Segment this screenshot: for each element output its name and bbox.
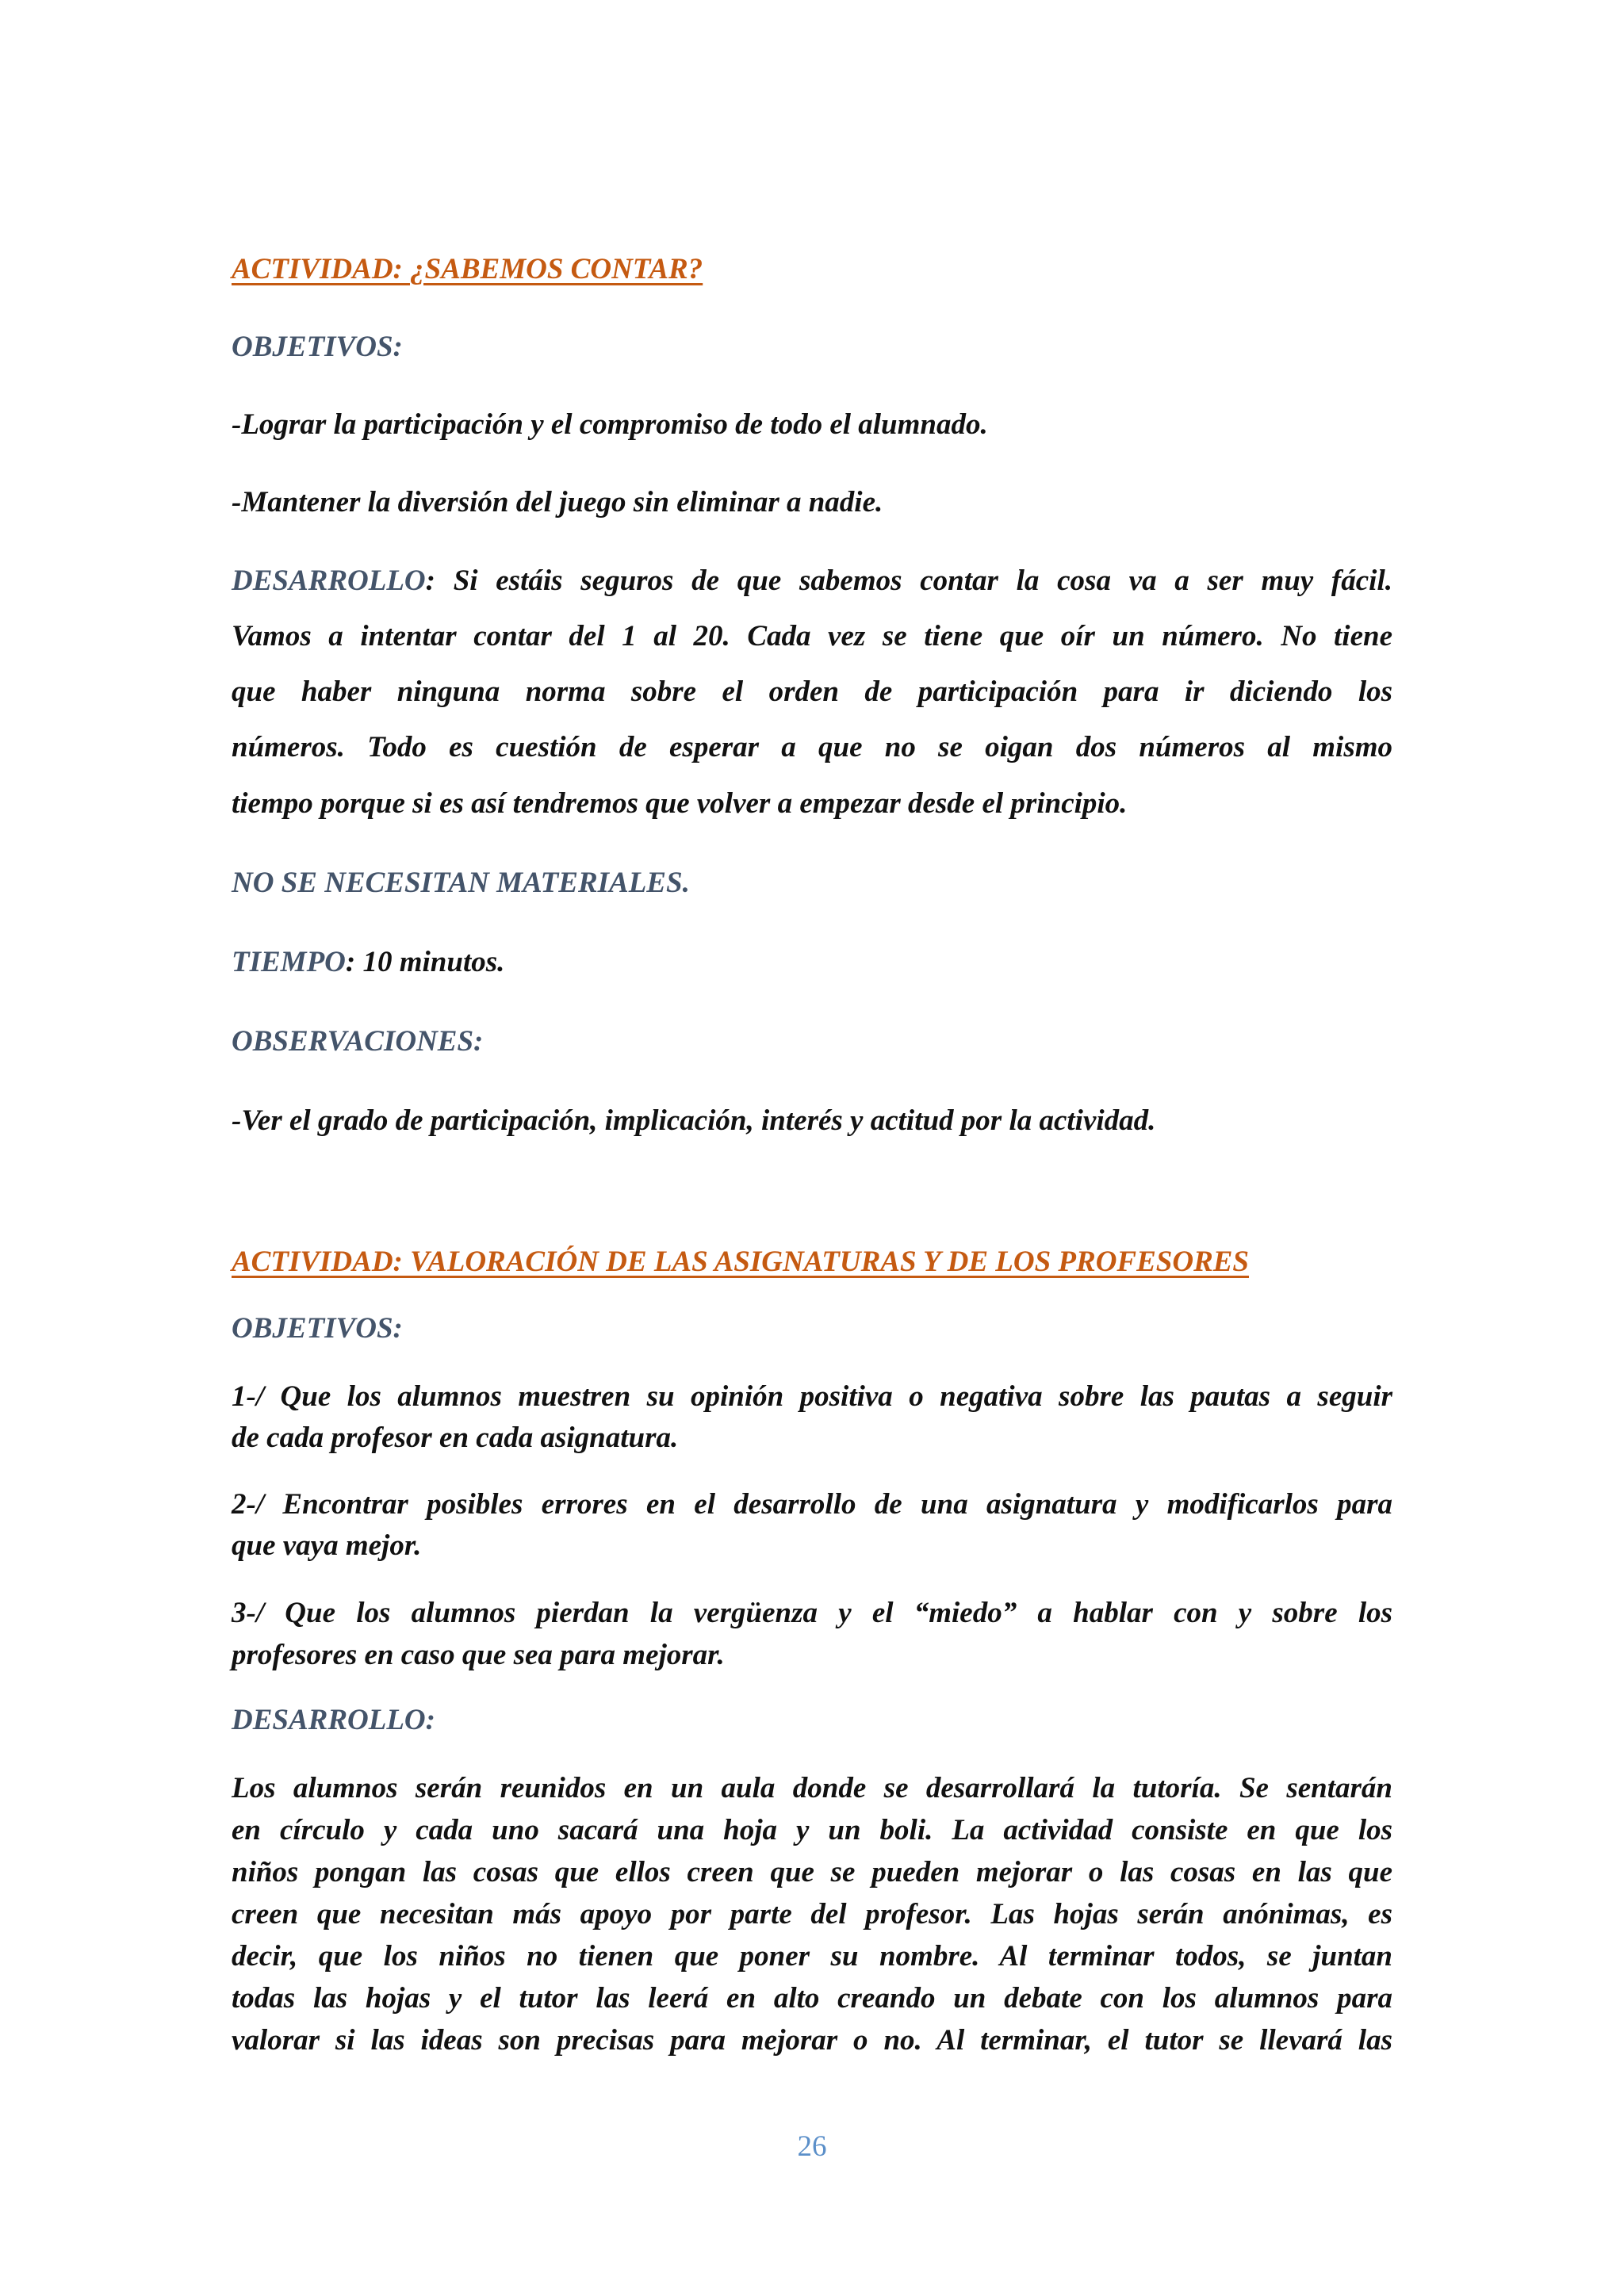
activity-2-development-line-6: todas las hojas y el tutor las leerá en alto creando un debate con los alumnos para — [232, 1982, 1392, 2015]
activity-1-development-line-2: Vamos a intentar contar del 1 al 20. Cada vez se tiene que oír un número. No tiene — [232, 620, 1392, 652]
activity-2-objective-2-line-1: 2-/ Encontrar posibles errores en el desarrollo de una asignatura y modificarlos para — [232, 1488, 1392, 1521]
activity-1-observations-label: OBSERVACIONES: — [232, 1025, 484, 1058]
activity-1-development-line-4: números. Todo es cuestión de esperar a que no se oigan dos números al mismo — [232, 731, 1392, 763]
activity-1-objective-2: -Mantener la diversión del juego sin eliminar a nadie. — [232, 486, 883, 519]
activity-1-time — [232, 945, 1392, 980]
activity-2-development-label: DESARROLLO: — [232, 1704, 435, 1736]
activity-2-development-line-5: decir, que los niños no tienen que poner su nombre. Al terminar todos, se juntan — [232, 1940, 1392, 1973]
activity-1-time-value: : 10 minutos. — [345, 946, 505, 978]
activity-1-time-label: TIEMPO — [232, 946, 346, 978]
activity-2-objective-3-line-1: 3-/ Que los alumnos pierdan la vergüenza y el “miedo” a hablar con y sobre los — [232, 1597, 1392, 1629]
activity-2-objective-2-line-2: que vaya mejor. — [232, 1529, 422, 1562]
activity-1-development-line-3: que haber ninguna norma sobre el orden de participación para ir diciendo los — [232, 675, 1392, 708]
activity-2-development-line-3: niños pongan las cosas que ellos creen que se pueden mejorar o las cosas en las que — [232, 1856, 1392, 1888]
activity-1-development-text: : Si estáis seguros de que sabemos contar la cosa va a ser muy fácil. — [425, 564, 1392, 597]
activity-2-title: ACTIVIDAD: VALORACIÓN DE LAS ASIGNATURAS Y DE LOS PROFESORES — [232, 1246, 1250, 1278]
activity-1-development-label: DESARROLLO — [232, 564, 426, 597]
activity-2-development-line-2: en círculo y cada uno sacará una hoja y un boli. La actividad consiste en que los — [232, 1814, 1392, 1846]
activity-2-objective-1-line-1: 1-/ Que los alumnos muestren su opinión positiva o negativa sobre las pautas a seguir — [232, 1380, 1392, 1413]
activity-1-observation-1: -Ver el grado de participación, implicación, interés y actitud por la actividad. — [232, 1104, 1156, 1137]
activity-1-development-line-5: tiempo porque si es así tendremos que volver a empezar desde el principio. — [232, 787, 1128, 820]
activity-2-development-line-1: Los alumnos serán reunidos en un aula donde se desarrollará la tutoría. Se sentarán — [232, 1772, 1392, 1804]
document-page — [232, 0, 1392, 2296]
activity-1-objective-1: -Lograr la participación y el compromiso de todo el alumnado. — [232, 408, 988, 441]
activity-1-title: ACTIVIDAD: ¿SABEMOS CONTAR? — [232, 253, 703, 285]
activity-2-objectives-label: OBJETIVOS: — [232, 1312, 403, 1345]
activity-2-objective-1-line-2: de cada profesor en cada asignatura. — [232, 1422, 679, 1454]
activity-1-objectives-label: OBJETIVOS: — [232, 331, 403, 363]
activity-2-objective-3-line-2: profesores en caso que sea para mejorar. — [232, 1639, 725, 1671]
activity-2-development-line-7: valorar si las ideas son precisas para mejorar o no. Al terminar, el tutor se llevará las — [232, 2024, 1392, 2057]
activity-2-development-line-4: creen que necesitan más apoyo por parte del profesor. Las hojas serán anónimas, es — [232, 1898, 1392, 1931]
activity-1-development-line-1 — [232, 564, 1392, 599]
activity-1-materials: NO SE NECESITAN MATERIALES. — [232, 867, 690, 899]
page-number: 26 — [797, 2130, 827, 2163]
